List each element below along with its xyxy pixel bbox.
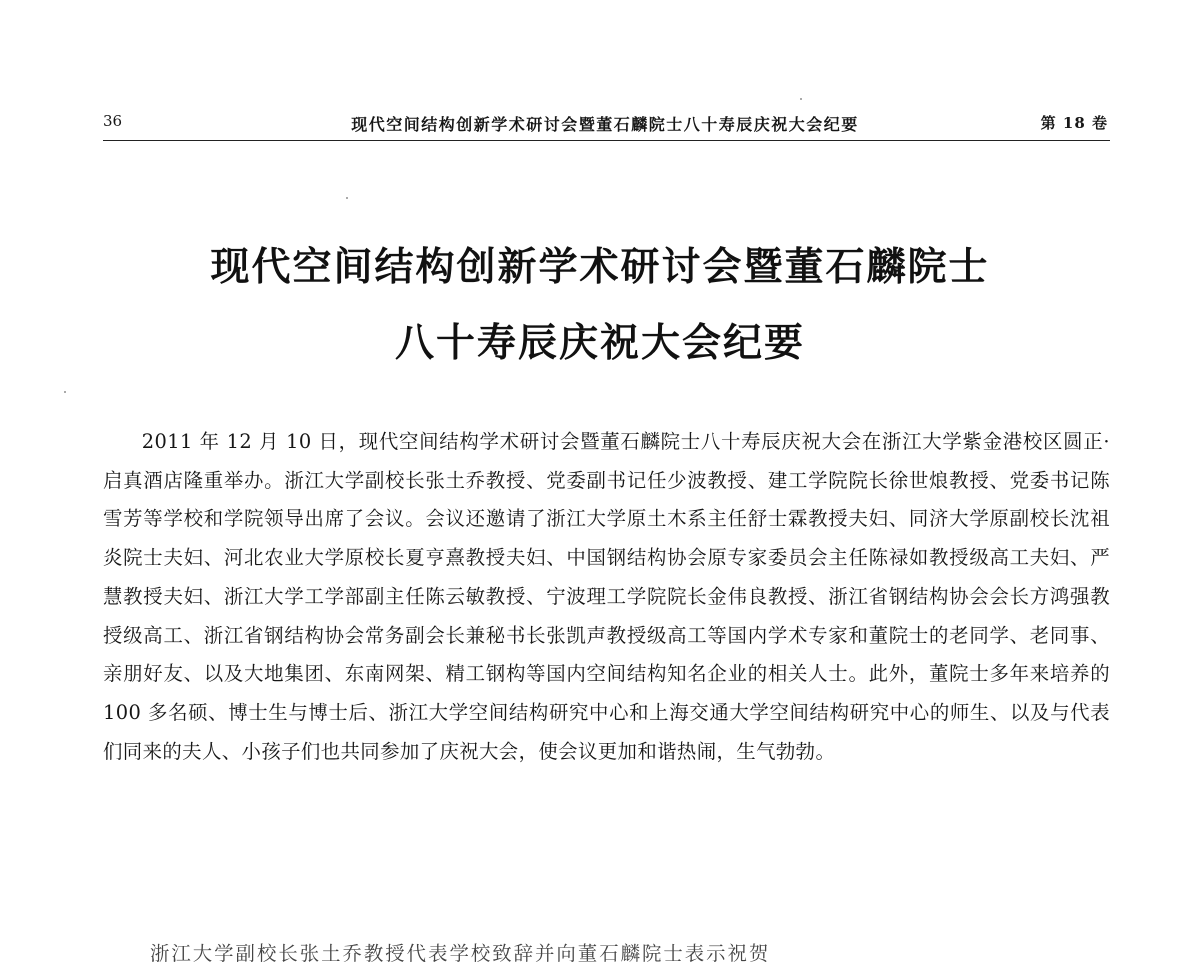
page-number: 36 [103, 112, 123, 130]
scan-speck [346, 197, 348, 199]
scan-speck [800, 98, 802, 100]
article-title-line-2: 八十寿辰庆祝大会纪要 [394, 321, 805, 366]
article-title-line-1: 现代空间结构创新学术研讨会暨董石麟院士 [210, 245, 990, 290]
volume-label: 第 18 卷 [1040, 114, 1108, 132]
running-title: 现代空间结构创新学术研讨会暨董石麟院士八十寿辰庆祝大会纪要 [351, 115, 859, 134]
running-header [103, 112, 1110, 141]
scan-speck [64, 391, 66, 393]
body-paragraph: 2011 年 12 月 10 日，现代空间结构学术研讨会暨董石麟院士八十寿辰庆祝大会在浙江大学紫金港校区圆正·启真酒店隆重举办。浙江大学副校长张土乔教授、党委副书记任少波教授、建工学院院长徐世烺教授、党委书记陈雪芳等学校和学院领导出席了会议。会议还邀请了浙江大学原土木系主任舒士霖教授夫妇、同济大学原副校长沈祖炎院士夫妇、河北农业大学原校长夏亨熹教授夫妇、中国钢结构协会原专家委员会主任陈禄如教授级高工夫妇、严慧教授夫妇、浙江大学工学部副主任陈云敏教授、宁波理工学院院长金伟良教授、浙江省钢结构协会会长方鸿强教授级高工、浙江省钢结构协会常务副会长兼秘书长张凯声教授级高工等国内学术专家和董院士的老同学、老同事、亲朋好友、以及大地集团、东南网架、精工钢构等国内空间结构知名企业的相关人士。此外，董院士多年来培养的 100 多名硕、博士生与博士后、浙江大学空间结构研究中心和上海交通大学空间结构研究中心的师生、以及与代表们同来的夫人、小孩子们也共同参加了庆祝大会，使会议更加和谐热闹，生气勃勃。 [103, 430, 1110, 763]
cut-off-text-line: 浙江大学副校长张土乔教授代表学校致辞并向董石麟院士表示祝贺 [150, 942, 771, 965]
